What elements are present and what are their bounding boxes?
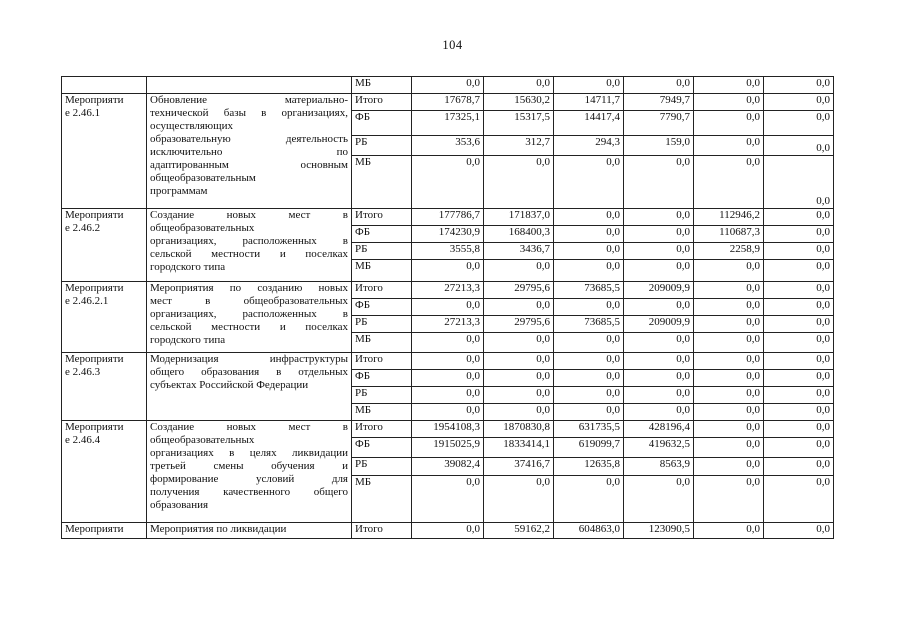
- amount-cell: 0,0: [694, 458, 764, 476]
- amount-cell: 29795,6: [484, 316, 554, 333]
- funding-source: МБ: [352, 156, 412, 209]
- amount-cell: 0,0: [764, 370, 834, 387]
- funding-source: Итого: [352, 282, 412, 299]
- amount-cell: 0,0: [624, 226, 694, 243]
- description-line: общеобразовательным: [150, 172, 256, 184]
- measure-description: [147, 353, 352, 421]
- description-line: осуществляющих: [150, 120, 233, 132]
- description-line: общеобразовательных: [150, 434, 255, 446]
- amount-cell: 1833414,1: [484, 438, 554, 458]
- table-row: [62, 282, 834, 299]
- description-line: Мероприятия по ликвидации: [150, 523, 287, 535]
- amount-cell: 0,0: [624, 209, 694, 226]
- amount-cell: 73685,5: [554, 316, 624, 333]
- description-line: формирование условий для: [150, 473, 348, 485]
- amount-cell: 0,0: [412, 77, 484, 94]
- measure-name-line: Мероприяти: [65, 353, 124, 365]
- amount-cell: 39082,4: [412, 458, 484, 476]
- amount-cell: 0,0: [554, 260, 624, 282]
- description-line: городского типа: [150, 334, 226, 346]
- table-row: [62, 353, 834, 370]
- amount-cell: 14417,4: [554, 111, 624, 136]
- funding-source: МБ: [352, 476, 412, 523]
- amount-cell: 0,0: [412, 387, 484, 404]
- amount-cell: 1954108,3: [412, 421, 484, 438]
- measure-name-line: Мероприяти: [65, 523, 124, 535]
- amount-cell: 0,0: [694, 77, 764, 94]
- amount-cell: 0,0: [694, 523, 764, 539]
- amount-cell: 29795,6: [484, 282, 554, 299]
- amount-cell: 0,0: [764, 156, 834, 209]
- amount-cell: 294,3: [554, 136, 624, 156]
- amount-cell: 0,0: [624, 260, 694, 282]
- amount-cell: 0,0: [484, 299, 554, 316]
- amount-cell: 73685,5: [554, 282, 624, 299]
- table-row: [62, 77, 834, 94]
- amount-cell: 0,0: [764, 77, 834, 94]
- amount-cell: 0,0: [624, 156, 694, 209]
- amount-cell: 0,0: [484, 260, 554, 282]
- amount-cell: 0,0: [764, 353, 834, 370]
- amount-cell: 0,0: [694, 404, 764, 421]
- funding-source: МБ: [352, 404, 412, 421]
- table-row: [62, 523, 834, 539]
- description-line: субъектах Российской Федерации: [150, 379, 309, 391]
- amount-cell: 0,0: [764, 458, 834, 476]
- amount-cell: 0,0: [764, 421, 834, 438]
- amount-cell: 7790,7: [624, 111, 694, 136]
- amount-cell: 0,0: [412, 370, 484, 387]
- amount-cell: 0,0: [484, 476, 554, 523]
- funding-source: РБ: [352, 136, 412, 156]
- table-row: [62, 94, 834, 111]
- amount-cell: 1870830,8: [484, 421, 554, 438]
- amount-cell: 27213,3: [412, 316, 484, 333]
- description-line: Мероприятия по созданию новых: [150, 282, 348, 294]
- amount-cell: 0,0: [554, 209, 624, 226]
- description-line: Обновление материально-: [150, 94, 348, 106]
- amount-cell: 0,0: [694, 94, 764, 111]
- amount-cell: 0,0: [694, 438, 764, 458]
- amount-cell: 0,0: [764, 299, 834, 316]
- amount-cell: 0,0: [554, 387, 624, 404]
- amount-cell: 0,0: [624, 476, 694, 523]
- amount-cell: 0,0: [624, 299, 694, 316]
- amount-cell: 15630,2: [484, 94, 554, 111]
- amount-cell: 0,0: [484, 404, 554, 421]
- amount-cell: 112946,2: [694, 209, 764, 226]
- amount-cell: 177786,7: [412, 209, 484, 226]
- funding-source: МБ: [352, 77, 412, 94]
- amount-cell: 123090,5: [624, 523, 694, 539]
- funding-source: РБ: [352, 387, 412, 404]
- amount-cell: 0,0: [764, 94, 834, 111]
- amount-cell: 0,0: [624, 404, 694, 421]
- amount-cell: 0,0: [764, 387, 834, 404]
- measure-name: [62, 421, 147, 523]
- amount-cell: 159,0: [624, 136, 694, 156]
- description-line: организациях, расположенных в: [150, 235, 348, 247]
- amount-cell: 0,0: [554, 333, 624, 353]
- amount-cell: 174230,9: [412, 226, 484, 243]
- amount-cell: 604863,0: [554, 523, 624, 539]
- amount-cell: 0,0: [694, 156, 764, 209]
- amount-cell: 37416,7: [484, 458, 554, 476]
- description-line: третьей смены обучения и: [150, 460, 348, 472]
- description-line: сельской местности и поселках: [150, 248, 348, 260]
- amount-cell: 110687,3: [694, 226, 764, 243]
- measure-name-line: Мероприяти: [65, 209, 124, 221]
- amount-cell: 0,0: [554, 226, 624, 243]
- amount-cell: 168400,3: [484, 226, 554, 243]
- amount-cell: 0,0: [694, 316, 764, 333]
- amount-cell: 0,0: [764, 438, 834, 458]
- description-line: городского типа: [150, 261, 226, 273]
- amount-cell: 0,0: [764, 111, 834, 136]
- measure-name-line: Мероприяти: [65, 94, 124, 106]
- amount-cell: 209009,9: [624, 316, 694, 333]
- description-line: мест в общеобразовательных: [150, 295, 348, 307]
- amount-cell: 17325,1: [412, 111, 484, 136]
- funding-source: Итого: [352, 523, 412, 539]
- amount-cell: 0,0: [624, 370, 694, 387]
- amount-cell: 0,0: [764, 476, 834, 523]
- description-line: организациях, расположенных в: [150, 308, 348, 320]
- description-line: технической базы в организациях,: [150, 107, 348, 119]
- amount-cell: 15317,5: [484, 111, 554, 136]
- amount-cell: 0,0: [554, 156, 624, 209]
- measure-description: [147, 523, 352, 539]
- amount-cell: 0,0: [484, 370, 554, 387]
- amount-cell: 0,0: [554, 243, 624, 260]
- amount-cell: 0,0: [694, 421, 764, 438]
- amount-cell: 0,0: [764, 333, 834, 353]
- amount-cell: 0,0: [764, 404, 834, 421]
- amount-cell: 428196,4: [624, 421, 694, 438]
- amount-cell: 0,0: [624, 243, 694, 260]
- amount-cell: 0,0: [764, 226, 834, 243]
- amount-cell: 0,0: [694, 387, 764, 404]
- funding-source: ФБ: [352, 370, 412, 387]
- measure-name-line: е 2.46.2.1: [65, 295, 109, 307]
- amount-cell: 0,0: [412, 404, 484, 421]
- budget-table: [61, 76, 834, 539]
- measure-description: [147, 282, 352, 353]
- amount-cell: 0,0: [694, 111, 764, 136]
- measure-name: [62, 282, 147, 353]
- amount-cell: 0,0: [624, 333, 694, 353]
- description-line: Создание новых мест в: [150, 421, 348, 433]
- measure-name-line: е 2.46.3: [65, 366, 101, 378]
- amount-cell: 631735,5: [554, 421, 624, 438]
- amount-cell: 0,0: [694, 353, 764, 370]
- amount-cell: 0,0: [484, 156, 554, 209]
- amount-cell: 0,0: [694, 299, 764, 316]
- amount-cell: 0,0: [412, 260, 484, 282]
- description-line: образовательную деятельность: [150, 133, 348, 145]
- description-line: общеобразовательных: [150, 222, 255, 234]
- amount-cell: 0,0: [554, 370, 624, 387]
- amount-cell: 0,0: [624, 77, 694, 94]
- description-line: общего образования в отдельных: [150, 366, 348, 378]
- amount-cell: 12635,8: [554, 458, 624, 476]
- funding-source: Итого: [352, 421, 412, 438]
- amount-cell: 0,0: [764, 209, 834, 226]
- amount-cell: 27213,3: [412, 282, 484, 299]
- amount-cell: 353,6: [412, 136, 484, 156]
- amount-cell: 312,7: [484, 136, 554, 156]
- amount-cell: 419632,5: [624, 438, 694, 458]
- funding-source: Итого: [352, 94, 412, 111]
- funding-source: ФБ: [352, 299, 412, 316]
- amount-cell: 3555,8: [412, 243, 484, 260]
- measure-name-line: Мероприяти: [65, 282, 124, 294]
- amount-cell: 0,0: [412, 299, 484, 316]
- amount-cell: 0,0: [624, 387, 694, 404]
- amount-cell: 0,0: [764, 282, 834, 299]
- amount-cell: 209009,9: [624, 282, 694, 299]
- amount-cell: 0,0: [764, 260, 834, 282]
- funding-source: ФБ: [352, 438, 412, 458]
- amount-cell: 0,0: [412, 523, 484, 539]
- amount-cell: 0,0: [412, 333, 484, 353]
- measure-description: [147, 209, 352, 282]
- measure-name: [62, 77, 147, 94]
- measure-name-line: Мероприяти: [65, 421, 124, 433]
- amount-cell: 0,0: [484, 387, 554, 404]
- description-line: Модернизация инфраструктуры: [150, 353, 348, 365]
- description-line: получения качественного общего: [150, 486, 348, 498]
- amount-cell: 0,0: [694, 370, 764, 387]
- description-line: организациях в целях ликвидации: [150, 447, 348, 459]
- description-line: образования: [150, 499, 209, 511]
- amount-cell: 0,0: [694, 282, 764, 299]
- amount-cell: 0,0: [764, 316, 834, 333]
- measure-name: [62, 209, 147, 282]
- measure-description: [147, 421, 352, 523]
- table-row: [62, 209, 834, 226]
- page-number: 104: [442, 38, 463, 52]
- measure-name: [62, 94, 147, 209]
- amount-cell: 0,0: [554, 77, 624, 94]
- amount-cell: 619099,7: [554, 438, 624, 458]
- amount-cell: 0,0: [764, 136, 834, 156]
- measure-name-line: е 2.46.2: [65, 222, 101, 234]
- measure-name: [62, 523, 147, 539]
- description-line: сельской местности и поселках: [150, 321, 348, 333]
- description-line: Создание новых мест в: [150, 209, 348, 221]
- amount-cell: 1915025,9: [412, 438, 484, 458]
- funding-source: ФБ: [352, 111, 412, 136]
- amount-cell: 0,0: [412, 353, 484, 370]
- description-line: адаптированным основным: [150, 159, 348, 171]
- description-line: программам: [150, 185, 208, 197]
- amount-cell: 8563,9: [624, 458, 694, 476]
- amount-cell: 0,0: [624, 353, 694, 370]
- amount-cell: 0,0: [694, 136, 764, 156]
- amount-cell: 0,0: [554, 404, 624, 421]
- amount-cell: 0,0: [484, 353, 554, 370]
- amount-cell: 2258,9: [694, 243, 764, 260]
- amount-cell: 17678,7: [412, 94, 484, 111]
- amount-cell: 59162,2: [484, 523, 554, 539]
- funding-source: Итого: [352, 353, 412, 370]
- amount-cell: 0,0: [554, 299, 624, 316]
- measure-name: [62, 353, 147, 421]
- funding-source: РБ: [352, 243, 412, 260]
- measure-name-line: е 2.46.1: [65, 107, 101, 119]
- amount-cell: 0,0: [694, 476, 764, 523]
- funding-source: ФБ: [352, 226, 412, 243]
- funding-source: МБ: [352, 333, 412, 353]
- table-row: [62, 421, 834, 438]
- amount-cell: 3436,7: [484, 243, 554, 260]
- measure-description: [147, 77, 352, 94]
- description-line: исключительно по: [150, 146, 348, 158]
- funding-source: РБ: [352, 458, 412, 476]
- amount-cell: 0,0: [554, 353, 624, 370]
- measure-name-line: е 2.46.4: [65, 434, 101, 446]
- funding-source: МБ: [352, 260, 412, 282]
- amount-cell: 7949,7: [624, 94, 694, 111]
- amount-cell: 0,0: [484, 77, 554, 94]
- amount-cell: 0,0: [554, 476, 624, 523]
- amount-cell: 0,0: [412, 156, 484, 209]
- amount-cell: 0,0: [412, 476, 484, 523]
- amount-cell: 0,0: [484, 333, 554, 353]
- measure-description: [147, 94, 352, 209]
- amount-cell: 0,0: [764, 523, 834, 539]
- amount-cell: 171837,0: [484, 209, 554, 226]
- funding-source: РБ: [352, 316, 412, 333]
- amount-cell: 14711,7: [554, 94, 624, 111]
- amount-cell: 0,0: [694, 260, 764, 282]
- amount-cell: 0,0: [764, 243, 834, 260]
- amount-cell: 0,0: [694, 333, 764, 353]
- funding-source: Итого: [352, 209, 412, 226]
